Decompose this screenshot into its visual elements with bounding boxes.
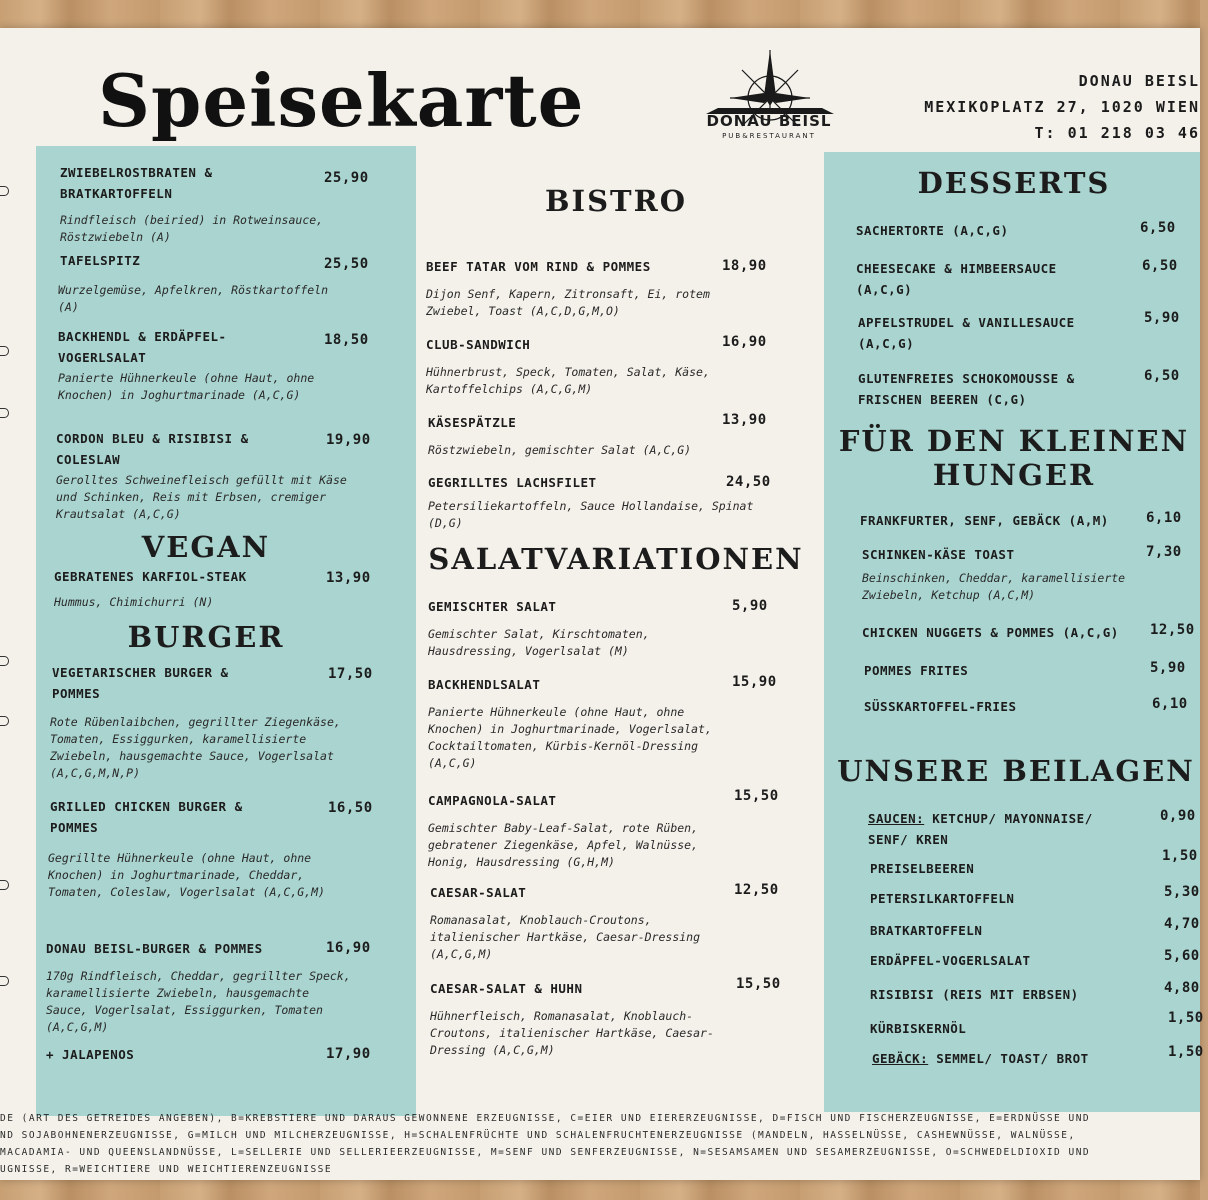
menu-item-price: 6,50: [1142, 258, 1178, 274]
menu-item-desc: Petersiliekartoffeln, Sauce Hollandaise, Spinat (D,G): [428, 499, 754, 530]
menu-item-desc: Hummus, Chimichurri (N): [54, 595, 214, 609]
menu-item-price: 19,90: [326, 432, 371, 448]
menu-item-desc: Gemischter Baby-Leaf-Salat, rote Rüben, gebratener Ziegenkäse, Apfel, Walnüsse, Honig, Hausdressing (G,H,M): [428, 821, 699, 869]
menu-item-price: 18,50: [324, 332, 369, 348]
menu-item-name: CAMPAGNOLA-SALAT: [428, 793, 557, 808]
menu-item-desc: Wurzelgemüse, Apfelkren, Röstkartoffeln (A): [58, 283, 329, 314]
menu-item-desc: Panierte Hühnerkeule (ohne Haut, ohne Knochen) in Joghurtmarinade (A,C,G): [58, 371, 315, 402]
side-item-price: 4,70: [1164, 916, 1200, 932]
menu-item-name: BACKHENDLSALAT: [428, 677, 541, 692]
right-panel: [824, 152, 1204, 1112]
logo-subtitle: PUB&RESTAURANT: [722, 132, 816, 140]
menu-item-desc: Beinschinken, Cheddar, karamellisierte Zwiebeln, Ketchup (A,C,M): [862, 571, 1126, 602]
menu-item-price: 13,90: [722, 412, 767, 428]
menu-item-desc: Dijon Senf, Kapern, Zitronsaft, Ei, rotem Zwiebel, Toast (A,C,D,G,M,O): [426, 287, 710, 318]
menu-item-price: 5,90: [1150, 660, 1186, 676]
side-item-price: 1,50: [1168, 1044, 1204, 1060]
menu-item-price: 24,50: [726, 474, 771, 490]
menu-item-name: GLUTENFREIES SCHOKOMOUSSE & FRISCHEN BEEREN (C,G): [858, 371, 1075, 407]
menu-item-price: 17,50: [328, 666, 373, 682]
address-block: [924, 68, 1200, 146]
section-heading-kleiner-hunger: FÜR DEN KLEINEN: [838, 424, 1190, 458]
side-item-label: SAUCEN:: [868, 811, 925, 826]
menu-item-desc: Panierte Hühnerkeule (ohne Haut, ohne Knochen) in Joghurtmarinade, Vogerlsalat, Cocktailtomaten, Kürbis-Kernöl-Dressing (A,C,G): [428, 705, 712, 770]
menu-item-price: 16,50: [328, 800, 373, 816]
menu-item-name: GRILLED CHICKEN BURGER & POMMES: [50, 799, 243, 835]
page-title: Speisekarte: [98, 58, 585, 143]
menu-item-name: CAESAR-SALAT & HUHN: [430, 981, 583, 996]
section-heading-kleiner-hunger-2: HUNGER: [932, 458, 1096, 492]
menu-item-desc: Gemischter Salat, Kirschtomaten, Hausdressing, Vogerlsalat (M): [428, 627, 650, 658]
menu-item-price: 5,90: [732, 598, 768, 614]
menu-item-name: VEGETARISCHER BURGER & POMMES: [52, 665, 229, 701]
left-panel: [36, 146, 416, 1116]
menu-item-name: DONAU BEISL-BURGER & POMMES: [46, 941, 263, 956]
menu-item-price: 16,90: [722, 334, 767, 350]
section-heading-burger: BURGER: [127, 620, 285, 654]
menu-item-name: SÜSSKARTOFFEL-FRIES: [864, 699, 1017, 714]
menu-item-desc: Rote Rübenlaibchen, gegrillter Ziegenkäse, Tomaten, Essiggurken, karamellisierte Zwiebeln, hausgemachte Sauce, Vogerlsalat (A,C,G,M,N,P): [50, 715, 341, 780]
menu-item-price: 17,90: [326, 1046, 371, 1062]
edge-mark: [0, 880, 9, 890]
menu-item-price: 6,50: [1144, 368, 1180, 384]
edge-mark: [0, 186, 9, 196]
menu-item-price: 6,10: [1152, 696, 1188, 712]
side-item-name: KÜRBISKERNÖL: [870, 1021, 967, 1036]
menu-item-price: 25,50: [324, 256, 369, 272]
menu-item-price: 5,90: [1144, 310, 1180, 326]
compass-star-icon: [700, 48, 840, 158]
edge-mark: [0, 656, 9, 666]
menu-item-desc: Rindfleisch (beiried) in Rotweinsauce, Röstzwiebeln (A): [60, 213, 324, 244]
menu-item-desc: Romanasalat, Knoblauch-Croutons, italienischer Hartkäse, Caesar-Dressing (A,C,G,M): [430, 913, 701, 961]
menu-item-name: BACKHENDL & ERDÄPFEL- VOGERLSALAT: [58, 329, 227, 365]
menu-item-price: 15,50: [736, 976, 781, 992]
edge-mark: [0, 976, 9, 986]
side-item-name: [872, 1048, 1089, 1069]
allergen-legend: DE (ART DES GETREIDES ANGEBEN), B=KREBSTIERE UND DARAUS GEWONNENE ERZEUGNISSE, C=EIER UND EIERERZEUGNISSE, D=FISCH UND FISCHERZEUGNISSE, E=ERDNÜSSE UND ND SOJABOHNENERZEUGNISSE, G=MILCH UND MILCHERZEUGNISSE, H=SCHALENFRÜCHTE UND SCHALENFRUCHTENERZEUGNISSE (MANDELN, HASSELNÜSSE, CASHEWNÜSSE, WALNÜSSE, MACADAMIA- UND QUEENSLANDNÜSSE, L=SELLERIE UND SELLERIEERZEUGNISSE, M=SENF UND SENFERZEUGNISSE, N=SESAMSAMEN UND SESAMERZEUGNISSE, O=SCHWEDELDIOXID UND UGNISSE, R=WEICHTIERE UND WEICHTIERENZEUGNISSE: [0, 1113, 1091, 1175]
menu-item-desc: 170g Rindfleisch, Cheddar, gegrillter Speck, karamellisierte Zwiebeln, hausgemachte Sauce, Vogerlsalat, Essiggurken, Tomaten (A,C,G,M): [46, 969, 351, 1034]
menu-item-desc: Röstzwiebeln, gemischter Salat (A,C,G): [428, 443, 692, 457]
side-item-name: RISIBISI (REIS MIT ERBSEN): [870, 987, 1079, 1002]
menu-item-price: 6,10: [1146, 510, 1182, 526]
menu-item-price: 12,50: [1150, 622, 1195, 638]
side-item-name: PREISELBEEREN: [870, 861, 975, 876]
menu-item-price: 6,50: [1140, 220, 1176, 236]
menu-item-name: CHICKEN NUGGETS & POMMES (A,C,G): [862, 625, 1119, 640]
edge-mark: [0, 408, 9, 418]
menu-item-name: FRANKFURTER, SENF, GEBÄCK (A,M): [860, 513, 1109, 528]
side-item-text: SEMMEL/ TOAST/ BROT: [928, 1051, 1089, 1066]
menu-item-price: 15,90: [732, 674, 777, 690]
menu-item-name: ZWIEBELROSTBRATEN & BRATKARTOFFELN: [60, 165, 213, 201]
menu-item-name: GEBRATENES KARFIOL-STEAK: [54, 569, 247, 584]
menu-item-name: BEEF TATAR VOM RIND & POMMES: [426, 259, 651, 274]
section-heading-vegan: VEGAN: [141, 530, 271, 564]
section-heading-beilagen: UNSERE BEILAGEN: [837, 754, 1195, 788]
side-item-price: 4,80: [1164, 980, 1200, 996]
menu-item-desc: Gerolltes Schweinefleisch gefüllt mit Käse und Schinken, Reis mit Erbsen, cremiger Krautsalat (A,C,G): [56, 473, 347, 521]
menu-item-name: TAFELSPITZ: [60, 253, 141, 268]
menu-item-desc: Gegrillte Hühnerkeule (ohne Haut, ohne Knochen) in Joghurtmarinade, Cheddar, Tomaten, Coleslaw, Vogerlsalat (A,C,G,M): [48, 851, 325, 899]
logo-name: DONAU BEISL: [706, 112, 832, 130]
menu-sheet: [0, 28, 1204, 1180]
section-heading-salat: SALATVARIATIONEN: [428, 542, 804, 576]
menu-item-name: SCHINKEN-KÄSE TOAST: [862, 547, 1015, 562]
menu-item-price: 7,30: [1146, 544, 1182, 560]
menu-item-name: GEGRILLTES LACHSFILET: [428, 475, 597, 490]
section-heading-bistro: BISTRO: [545, 184, 687, 218]
menu-item-desc: Hühnerfleisch, Romanasalat, Knoblauch- Croutons, italienischer Hartkäse, Caesar- Dressing (A,C,G,M): [430, 1009, 714, 1057]
side-item-text: KETCHUP/ MAYONNAISE/ SENF/ KREN: [868, 811, 1093, 847]
menu-item-price: 18,90: [722, 258, 767, 274]
section-heading-desserts: DESSERTS: [917, 166, 1111, 200]
side-item-name: [868, 808, 1093, 850]
middle-column: [416, 168, 816, 1108]
menu-item-price: 12,50: [734, 882, 779, 898]
address-phone: T: 01 218 03 46: [1034, 124, 1200, 142]
side-item-name: PETERSILKARTOFFELN: [870, 891, 1015, 906]
edge-mark: [0, 346, 9, 356]
side-item-name: BRATKARTOFFELN: [870, 923, 983, 938]
menu-item-price: 13,90: [326, 570, 371, 586]
menu-item-price: 25,90: [324, 170, 369, 186]
side-item-price: 1,50: [1162, 848, 1198, 864]
menu-item-name: CHEESECAKE & HIMBEERSAUCE (A,C,G): [856, 261, 1057, 297]
side-item-name: ERDÄPFEL-VOGERLSALAT: [870, 953, 1031, 968]
menu-item-name: POMMES FRITES: [864, 663, 969, 678]
menu-item-name: + JALAPENOS: [46, 1047, 135, 1062]
menu-item-name: CLUB-SANDWICH: [426, 337, 531, 352]
menu-item-desc: Hühnerbrust, Speck, Tomaten, Salat, Käse, Kartoffelchips (A,C,G,M): [426, 365, 710, 396]
menu-item-name: SACHERTORTE (A,C,G): [856, 223, 1009, 238]
address-street: MEXIKOPLATZ 27, 1020 WIEN: [924, 98, 1200, 116]
menu-item-name: APFELSTRUDEL & VANILLESAUCE (A,C,G): [858, 315, 1075, 351]
side-item-price: 0,90: [1160, 808, 1196, 824]
menu-item-name: GEMISCHTER SALAT: [428, 599, 557, 614]
side-item-price: 5,30: [1164, 884, 1200, 900]
side-item-label: GEBÄCK:: [872, 1051, 929, 1066]
side-item-price: 1,50: [1168, 1010, 1204, 1026]
menu-item-name: KÄSESPÄTZLE: [428, 415, 517, 430]
menu-item-name: CORDON BLEU & RISIBISI & COLESLAW: [56, 431, 249, 467]
edge-mark: [0, 716, 9, 726]
side-item-price: 5,60: [1164, 948, 1200, 964]
menu-item-price: 16,90: [326, 940, 371, 956]
address-name: DONAU BEISL: [1078, 72, 1200, 90]
menu-item-price: 15,50: [734, 788, 779, 804]
menu-item-name: CAESAR-SALAT: [430, 885, 527, 900]
